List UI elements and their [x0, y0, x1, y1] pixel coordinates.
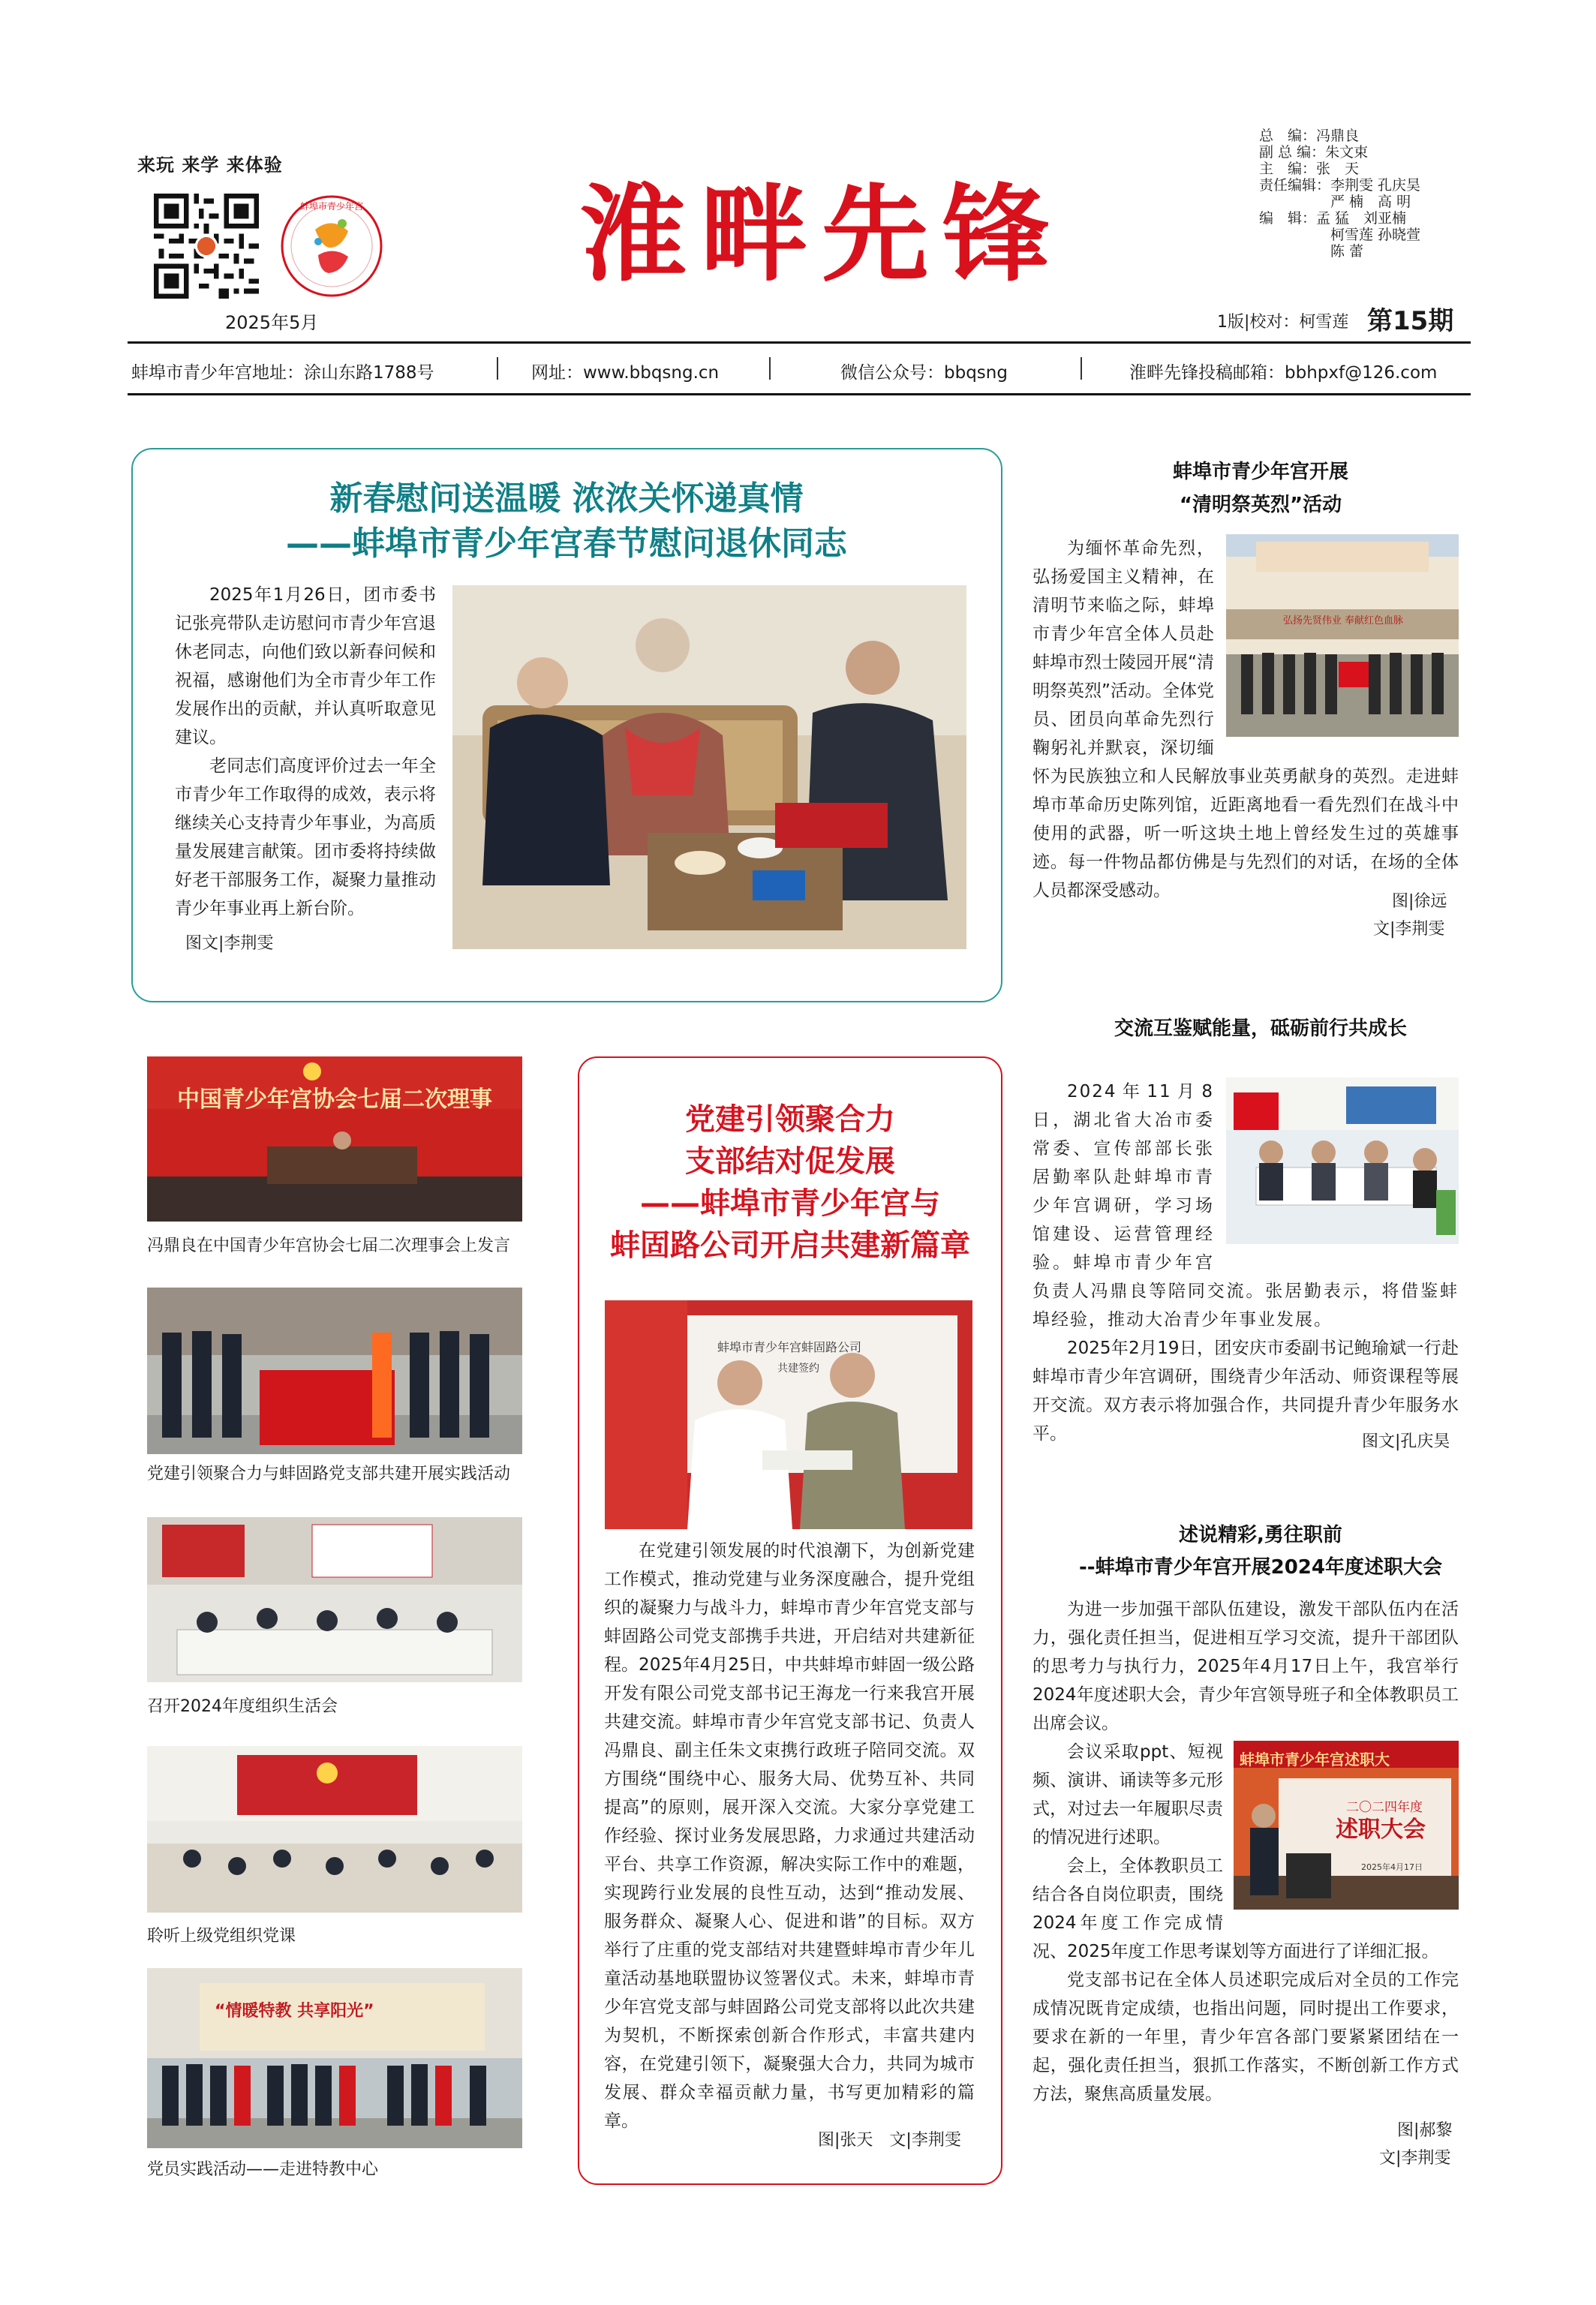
issue-number: 第15期 [1367, 306, 1454, 336]
article5-title: ——蚌埠市青少年宫与 [640, 1186, 940, 1221]
article4-credit-photo: 图|郝黎 [1397, 2121, 1453, 2140]
article3-title: 交流互鉴赋能量，砥砺前行共成长 [1114, 1017, 1407, 1040]
article2-credit-photo: 图|徐远 [1392, 892, 1447, 911]
article1-credit: 图文|李荆雯 [185, 934, 274, 953]
article2-subtitle: “清明祭英烈”活动 [1179, 494, 1342, 516]
article4-credit-text: 文|李荆雯 [1379, 2149, 1451, 2168]
staff-line: 严 楠 高 明 [1259, 194, 1411, 210]
gallery-caption-3: 召开2024年度组织生活会 [147, 1697, 338, 1716]
article4-screen-date: 2025年4月17日 [1361, 1862, 1423, 1872]
article4-para: 会议采取ppt、短视频、演讲、诵读等多元形式，对过去一年履职尽责的情况进行述职。 [1032, 1742, 1223, 1847]
info-address: 蚌埠市青少年宫地址：涂山东路1788号 [131, 363, 434, 383]
gallery-caption-4: 聆听上级党组织党课 [147, 1927, 296, 1946]
article5-body [604, 1537, 975, 2135]
article1-body [175, 581, 436, 923]
gallery-caption-1: 冯鼎良在中国青少年宫协会七届二次理事会上发言 [147, 1237, 511, 1255]
gallery-photo-3 [147, 1517, 522, 1682]
article1-subtitle: ——蚌埠市青少年宫春节慰问退休同志 [286, 524, 847, 563]
article5-credit: 图|张天 文|李荆雯 [818, 2131, 961, 2150]
gallery-photo-1 [147, 1056, 522, 1222]
article1-para: 2025年1月26日，团市委书记张亮带队走访慰问市青少年宫退休老同志，向他们致以新春问候和祝福，感谢他们为全市青少年工作发展作出的贡献，并认真听取意见建议。 [175, 585, 436, 747]
article5-photo-screen-text: 蚌埠市青少年宫蚌固路公司 [717, 1340, 862, 1354]
article5-photo-screen-text: 共建签约 [777, 1363, 819, 1375]
logo-text: 蚌埠市青少年宫 [299, 201, 363, 212]
gallery-photo-1-banner: 中国青少年宫协会七届二次理事 [177, 1086, 492, 1113]
staff-list [1259, 128, 1420, 260]
article1-para: 老同志们高度评价过去一年全市青少年工作取得的成效，表示将继续关心支持青少年事业，为高质量发展建言献策。团市委将持续做好老干部服务工作，凝聚力量推动青少年事业再上新台阶。 [175, 756, 436, 918]
article5-photo [605, 1300, 972, 1529]
gallery-photo-2 [147, 1288, 522, 1454]
article4-para: 会上，全体教职员工结合各自岗位职责，围绕2024年度工作完成情况、2025年度工作思考谋划等方面进行了详细汇报。 [1032, 1856, 1439, 1961]
article4-photo [1234, 1741, 1459, 1910]
info-email: 淮畔先锋投稿邮箱：bbhpxf@126.com [1129, 363, 1438, 383]
staff-line: 编 辑：孟 猛 刘亚楠 [1259, 210, 1407, 227]
info-website: 网址：www.bbqsng.cn [531, 363, 720, 383]
staff-line: 总 编：冯鼎良 [1259, 128, 1360, 144]
article4-para: 党支部书记在全体人员述职完成后对全员的工作完成情况既肯定成绩，也指出问题，同时提出工作要求，要求在新的一年里，青少年宫各部门要紧紧团结在一起，强化责任担当，狠抓工作落实，不断创新工作方式方法，聚焦高质量发展。 [1032, 1970, 1459, 2104]
article4-title: 述说精彩,勇往职前 [1179, 1524, 1342, 1546]
staff-line: 副 总 编：朱文束 [1259, 144, 1369, 161]
article5-title: 支部结对促发展 [685, 1144, 895, 1179]
info-divider [497, 357, 498, 380]
staff-line: 主 编：张 天 [1259, 161, 1360, 177]
slogan: 来玩 来学 来体验 [137, 155, 283, 176]
article1-photo [452, 585, 966, 949]
article3-para: 2024年11月8日，湖北省大冶市委常委、宣传部部长张居勤率队赴蚌埠市青少年宫调研，学习场馆建设、运营管理经验。蚌埠市青少年宫负责人冯鼎良等陪同交流。张居勤表示，将借鉴蚌埠经验，推动大冶青少年事业发展。 [1032, 1082, 1459, 1330]
proofread-note: 1版|校对：柯雪莲 [1217, 313, 1349, 332]
article2-photo-banner: 弘扬先贤伟业 奉献红色血脉 [1282, 615, 1404, 627]
issue-date: 2025年5月 [225, 312, 319, 333]
article3-body [1032, 1077, 1459, 1448]
article2-photo [1226, 534, 1459, 737]
qr-code [154, 194, 259, 299]
info-divider [769, 357, 771, 380]
article4-subtitle: --蚌埠市青少年宫开展2024年度述职大会 [1079, 1556, 1442, 1579]
gallery-photo-5-banner: “情暖特教 共享阳光” [215, 2002, 374, 2021]
info-divider [1081, 357, 1082, 380]
gallery-caption-2: 党建引领聚合力与蚌固路党支部共建开展实践活动 [147, 1465, 511, 1483]
article5-title: 蚌固路公司开启共建新篇章 [610, 1228, 970, 1263]
article4-screen-title: 二〇二四年度 [1346, 1800, 1423, 1815]
article5-para: 在党建引领发展的时代浪潮下，为创新党建工作模式，推动党建与业务深度融合，提升党组织的凝聚力与战斗力，蚌埠市青少年宫党支部与蚌固路公司党支部携手共进，开启结对共建新征程。2025年4月25日，中共蚌埠市蚌固一级公路开发有限公司党支部书记王海龙一行来我宫开展共建交流。蚌埠市青少年宫党支部书记、负责人冯鼎良、副主任朱文束携行政班子陪同交流。双方围绕“围绕中心、服务大局、优势互补、共同提高”的原则，展开深入交流。大家分享党建工作经验、探讨业务发展思路，力求通过共建活动平台、共享工作资源，解决实际工作中的难题，实现跨行业发展的良性互动，达到“推动发展、服务群众、凝聚人心、促进和谐”的目标。双方举行了庄重的党支部结对共建暨蚌埠市青少年儿童活动基地联盟协议签署仪式。未来，蚌埠市青少年宫党支部与蚌固路公司党支部将以此次共建为契机，不断探索创新合作形式，丰富共建内容，在党建引领下，凝聚强大合力，共同为城市发展、群众幸福贡献力量，书写更加精彩的篇章。 [604, 1541, 975, 2131]
article2-para: 为缅怀革命先烈，弘扬爱国主义精神，在清明节来临之际，蚌埠市青少年宫全体人员赴蚌埠市烈士陵园开展“清明祭英烈”活动。全体党员、团员向革命先烈行鞠躬礼并默哀，深切缅怀为民族独立和人民解放事业英勇献身的英烈。走进蚌埠市革命历史陈列馆，近距离地看一看先烈们在战斗中使用的武器，听一听这块土地上曾经发生过的英雄事迹。每一件物品都仿佛是与先烈们的对话，在场的全体人员都深受感动。 [1032, 539, 1459, 900]
article4-screen-big: 述职大会 [1336, 1817, 1426, 1843]
article3-photo [1226, 1077, 1459, 1244]
gallery-photo-5 [147, 1968, 522, 2148]
gallery-caption-5: 党员实践活动——走进特教中心 [147, 2160, 379, 2179]
article4-para: 为进一步加强干部队伍建设，激发干部队伍内在活力，强化责任担当，促进相互学习交流，提升干部团队的思考力与执行力，2025年4月17日上午，我宫举行2024年度述职大会，青少年宫领导班子和全体教职员工出席会议。 [1032, 1600, 1459, 1733]
info-bar-bottom-rule [128, 393, 1471, 395]
article2-body [1032, 534, 1459, 905]
youth-palace-logo [279, 194, 384, 299]
masthead-title: 淮畔先锋 [579, 173, 1064, 296]
info-bar-top-rule [128, 341, 1471, 344]
info-wechat: 微信公众号：bbqsng [840, 363, 1008, 383]
article2-credit-text: 文|李荆雯 [1373, 920, 1445, 939]
article4-photo-banner: 蚌埠市青少年宫述职大 [1240, 1751, 1390, 1769]
staff-line: 柯雪莲 孙晓萱 [1259, 227, 1421, 243]
article3-credit: 图文|孔庆昊 [1362, 1432, 1450, 1451]
article1-title: 新春慰问送温暖 浓浓关怀递真情 [329, 479, 804, 518]
article5-title: 党建引领聚合力 [685, 1102, 895, 1137]
gallery-photo-4 [147, 1746, 522, 1913]
staff-line: 责任编辑：李荆雯 孔庆昊 [1259, 177, 1421, 194]
article4-body [1032, 1595, 1459, 2108]
article3-para: 2025年2月19日，团安庆市委副书记鲍瑜斌一行赴蚌埠市青少年宫调研，围绕青少年活动、师资课程等展开交流。双方表示将加强合作，共同提升青少年服务水平。 [1032, 1339, 1459, 1444]
article2-title: 蚌埠市青少年宫开展 [1172, 461, 1348, 483]
staff-line: 陈 蕾 [1259, 243, 1364, 260]
